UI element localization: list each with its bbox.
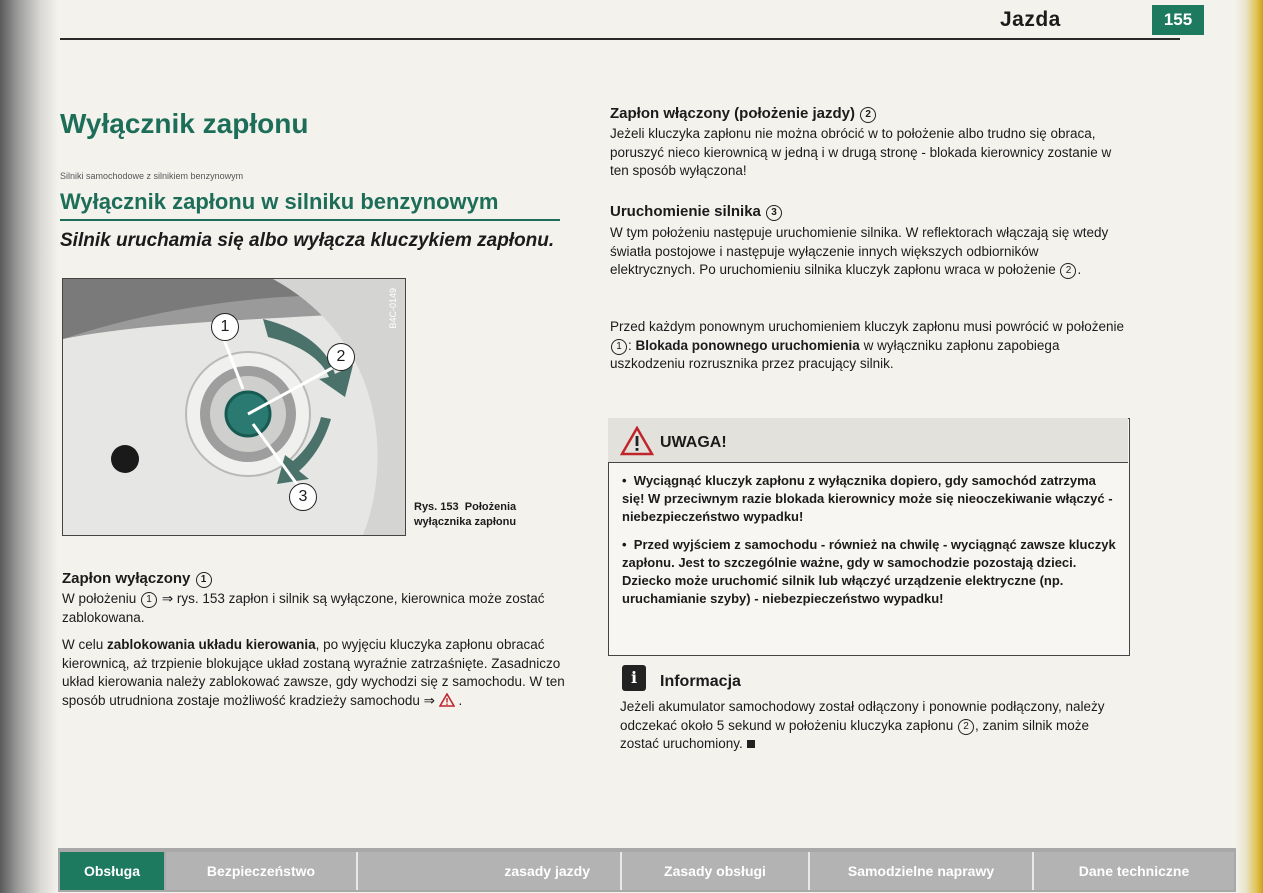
position-number: 3 (766, 205, 782, 221)
tab-zasady-jazdy[interactable]: zasady jazdy (358, 852, 620, 890)
ignition-figure (62, 278, 406, 536)
paragraph-restart-lock: Przed każdym ponownym uruchomieniem kluczyk zapłonu musi powrócić w położenie 1 : Blokada ponownego uruchomienia w wyłączniku zapłonu zapobiega uszkodzeniu rozrusznika przez pracujący silnik. (610, 319, 1124, 372)
tab-zasady-obslugi[interactable]: Zasady obsługi (622, 852, 808, 890)
heading-engine-start: Uruchomienie silnika 3 (610, 203, 783, 221)
heading-ignition-off (62, 570, 213, 588)
warning-title: UWAGA! (660, 434, 727, 451)
figure-marker-1: 1 (211, 313, 239, 341)
position-number: 2 (958, 719, 974, 735)
paragraph-engine-start: W tym położeniu następuje uruchomienie silnika. W reflektorach włączają się wtedy światła postojowe i następuje wyłączenie innych większych odbiorników elektrycznych. Po uruchomieniu silnika kluczyk zapłonu wraca w położenie 2 . (610, 225, 1109, 278)
position-number: 1 (611, 339, 627, 355)
tab-bezpieczenstwo[interactable]: Bezpieczeństwo (166, 852, 356, 890)
tab-obsluga[interactable]: Obsługa (60, 852, 164, 890)
figure-code: B4C-0149 (388, 288, 398, 329)
page-number: 155 (1152, 5, 1204, 35)
page-edge (1235, 0, 1263, 893)
lead-text: Silnik uruchamia się albo wyłącza kluczykiem zapłonu. (60, 230, 555, 251)
subtitle: Wyłącznik zapłonu w silniku benzynowym (60, 189, 499, 214)
paragraph-ignition-on: Jeżeli kluczyka zapłonu nie można obrócić w to położenie albo trudno się obraca, poruszyć nieco kierownicą w jedną i w drugą stronę - blokada kierownicy zostanie w ten sposób wyłączona! (610, 126, 1112, 179)
info-icon: i (622, 665, 646, 691)
tab-samodzielne-naprawy[interactable]: Samodzielne naprawy (810, 852, 1032, 890)
tab-dane-techniczne[interactable]: Dane techniczne (1034, 852, 1234, 890)
position-number: 1 (141, 592, 157, 608)
small-note: Silniki samochodowe z silnikiem benzynowym (60, 171, 244, 181)
subtitle-underline (60, 219, 560, 221)
end-marker-icon (747, 740, 755, 748)
info-paragraph: Jeżeli akumulator samochodowy został odłączony i ponownie podłączony, należy odczekać około 5 sekund w położeniu kluczyka zapłonu 2 , zanim silnik może zostać uruchomiony. (620, 699, 1105, 752)
figure-marker-3: 3 (289, 483, 317, 511)
figure-caption-number: Rys. 153 (414, 501, 459, 513)
warning-item: • Przed wyjściem z samochodu - również na chwilę - wyciągnąć zawsze kluczyk zapłonu. Jest to szczególnie ważne, gdy w samochodzie pozostają dzieci. Dziecko może uruchomić silnik lub włączyć urządzenie elektryczne (np. uruchamianie szyby) - niebezpieczeństwo wypadku! (622, 536, 1116, 606)
figure-caption-text: Położenia wyłącznika zapłonu (414, 501, 517, 528)
section-title: Jazda (1000, 8, 1061, 31)
figure-caption (414, 500, 564, 530)
position-number: 2 (860, 107, 876, 123)
info-title: Informacja (660, 673, 741, 690)
heading-ignition-on: Zapłon włączony (położenie jazdy) 2 (610, 105, 877, 123)
warning-item: • Wyciągnąć kluczyk zapłonu z wyłącznika dopiero, gdy samochód zatrzyma się! W przeciwnym razie blokada kierownicy może się nieoczekiwanie włączyć - niebezpieczeństwo wypadku! (622, 473, 1113, 524)
paragraph-steering-lock: W celu zablokowania układu kierowania, po wyjęciu kluczyka zapłonu obracać kierownicą, aż trzpienie blokujące układ zostaną wyraźnie zatrzaśnięte. Zasadniczo układ kierowania należy zablokować zawsze, gdy wychodzi się z samochodu. W ten sposób utrudniona zostaje możliwość kradzieży samochodu ⇒ . (62, 637, 565, 708)
heading-ignition-off-text: Zapłon wyłączony (62, 570, 191, 587)
paragraph-ignition-off: W położeniu 1 ⇒ rys. 153 zapłon i silnik są wyłączone, kierownica może zostać zablokowana. (62, 591, 545, 625)
main-title: Wyłącznik zapłonu (60, 108, 309, 139)
warning-triangle-icon (439, 693, 459, 708)
position-number: 1 (196, 572, 212, 588)
header-rule (60, 38, 1180, 40)
warning-triangle-icon (620, 426, 654, 461)
book-binding-shadow (0, 0, 58, 893)
figure-marker-2: 2 (327, 343, 355, 371)
position-number: 2 (1060, 263, 1076, 279)
warning-list (622, 472, 1118, 618)
